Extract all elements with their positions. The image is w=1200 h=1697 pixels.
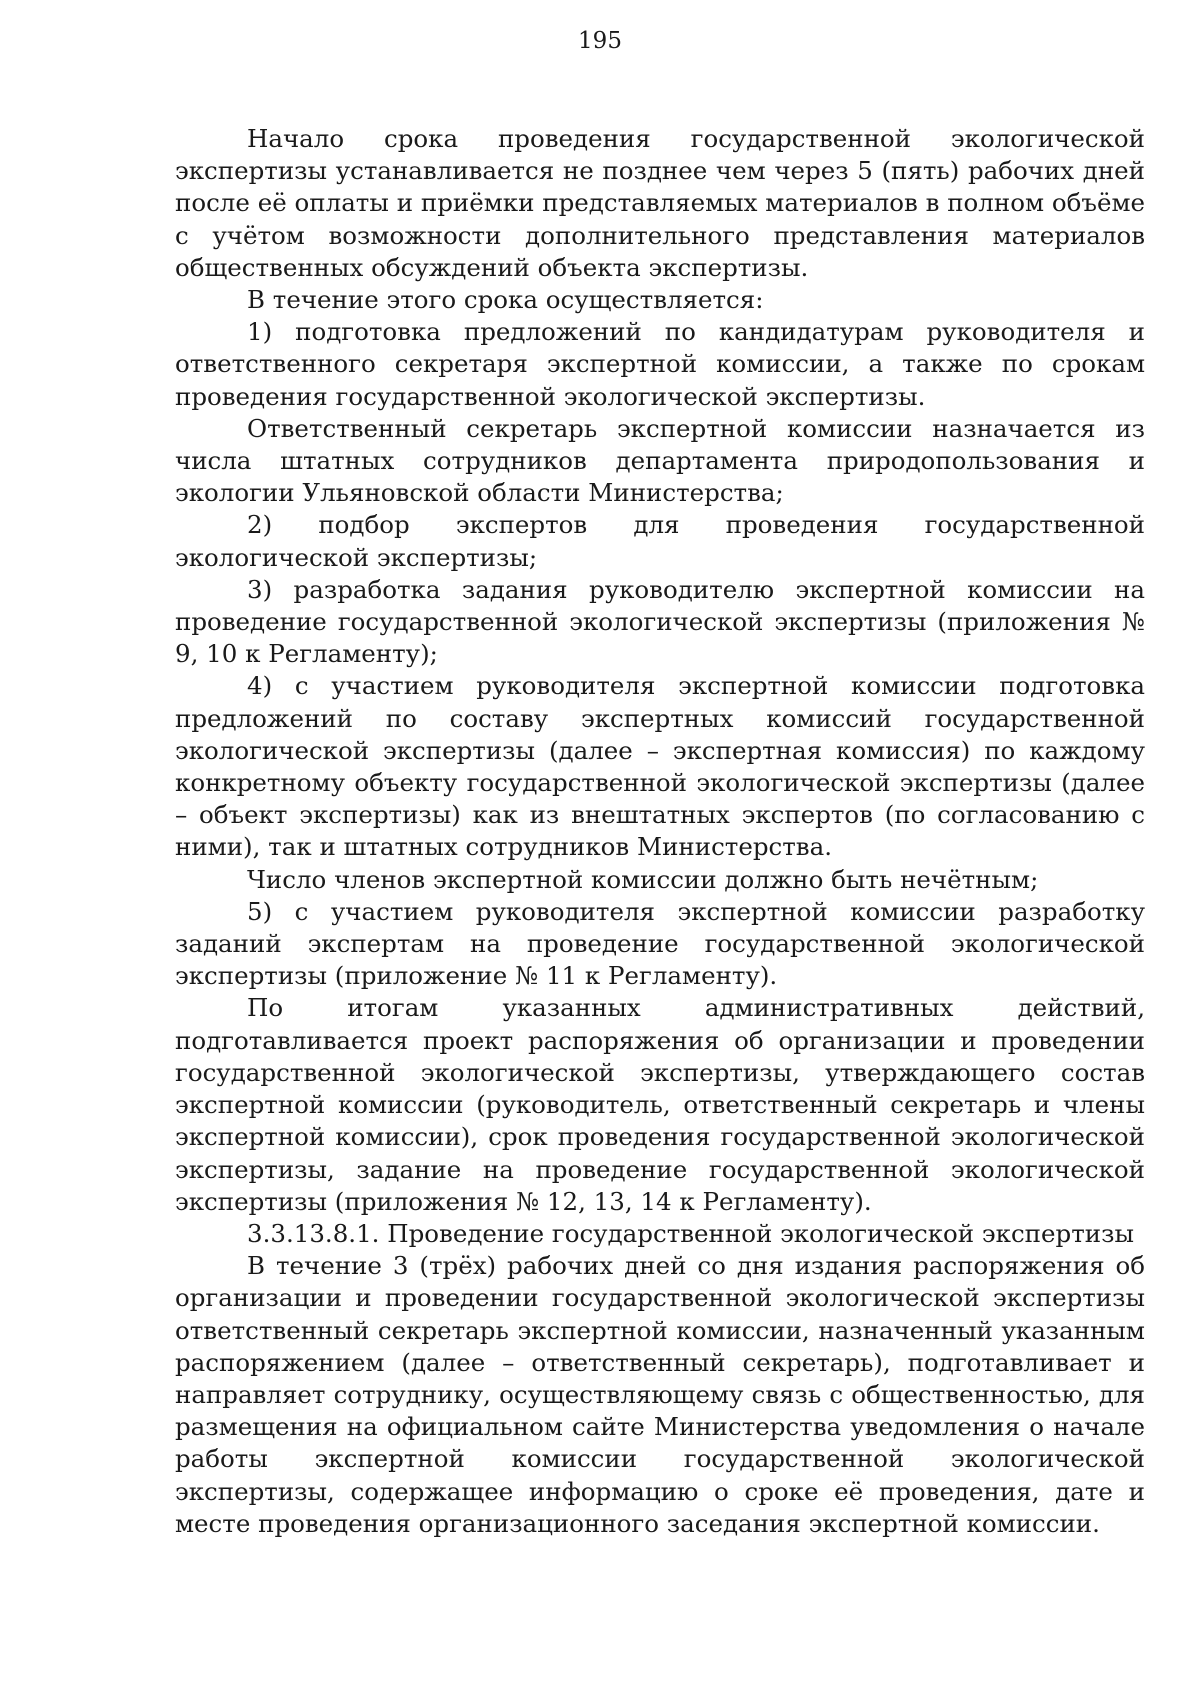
paragraph-responsible-secretary: Ответственный секретарь экспертной комиссии назначается из числа штатных сотрудников департамента природопользования и экологии Ульяновской области Министерства; [175, 413, 1145, 508]
paragraph-item-5: 5) с участием руководителя экспертной комиссии разработку заданий экспертам на проведение государственной экологической экспертизы (приложение № 11 к Регламенту). [175, 896, 1145, 991]
paragraph-item-1: 1) подготовка предложений по кандидатурам руководителя и ответственного секретаря экспертной комиссии, а также по срокам проведения государственной экологической экспертизы. [175, 317, 1145, 411]
paragraph-start-of-review: Начало срока проведения государственной экологической экспертизы устанавливается не позднее чем через 5 (пять) рабочих дней после её оплаты и приёмки представляемых материалов в полном объёме с учётом возможности дополнительного представления материалов общественных обсуждений объекта экспертизы. [175, 124, 1145, 282]
paragraph-odd-members: Число членов экспертной комиссии должно быть нечётным; [247, 864, 1039, 894]
paragraph-item-2: 2) подбор экспертов для проведения государственной экологической экспертизы; [175, 510, 1145, 572]
document-body [175, 123, 1145, 1540]
paragraph-draft-order: По итогам указанных административных действий, подготавливается проект распоряжения об организации и проведении государственной экологической экспертизы, утверждающего состав экспертной комиссии (руководитель, ответственный секретарь и члены экспертной комиссии), срок проведения государственной экологической экспертизы, задание на проведение государственной экологической экспертизы (приложения № 12, 13, 14 к Регламенту). [175, 993, 1145, 1216]
paragraph-during-period: В течение этого срока осуществляется: [247, 285, 764, 315]
paragraph-item-4: 4) с участием руководителя экспертной комиссии подготовка предложений по составу экспертных комиссий государственной экологической экспертизы (далее – экспертная комиссия) по каждому конкретному объекту государственной экологической экспертизы (далее – объект экспертизы) как из внештатных экспертов (по согласованию с ними), так и штатных сотрудников Министерства. [175, 671, 1145, 862]
page-number: 195 [578, 28, 622, 54]
paragraph-notification: В течение 3 (трёх) рабочих дней со дня издания распоряжения об организации и проведении государственной экологической экспертизы ответственный секретарь экспертной комиссии, назначенный указанным распоряжением (далее – ответственный секретарь), подготавливает и направляет сотруднику, осуществляющему связь с общественностью, для размещения на официальном сайте Министерства уведомления о начале работы экспертной комиссии государственной экологической экспертизы, содержащее информацию о сроке её проведения, дате и месте проведения организационного заседания экспертной комиссии. [175, 1251, 1145, 1538]
paragraph-item-3: 3) разработка задания руководителю экспертной комиссии на проведение государственной экологической экспертизы (приложения № 9, 10 к Регламенту); [175, 574, 1145, 669]
section-heading: 3.3.13.8.1. Проведение государственной экологической экспертизы [247, 1218, 1134, 1248]
